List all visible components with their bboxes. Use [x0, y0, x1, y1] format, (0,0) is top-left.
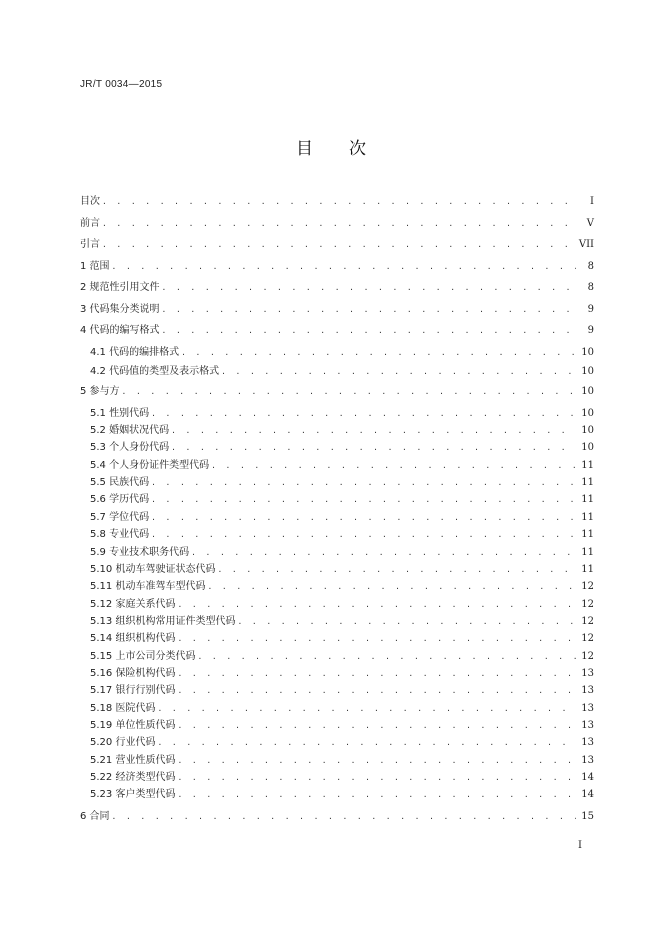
toc-leader-dots	[181, 346, 576, 360]
toc-entry[interactable]	[80, 281, 594, 295]
toc-entry-label: 5 参与方	[80, 386, 120, 397]
toc-entry-page: 13	[581, 755, 594, 766]
toc-leader-dots	[177, 684, 576, 698]
toc-leader-dots	[217, 563, 576, 577]
toc-entry-page: I	[590, 196, 594, 207]
toc-entry[interactable]	[90, 598, 594, 612]
toc-entry-label: 3 代码集分类说明	[80, 304, 160, 315]
toc-entry-label: 5.5 民族代码	[90, 477, 150, 488]
toc-entry[interactable]	[90, 476, 594, 490]
toc-leader-dots	[102, 217, 576, 231]
toc-entry[interactable]	[90, 546, 594, 560]
toc-entry-page: 10	[581, 366, 594, 377]
toc-entry[interactable]	[90, 702, 594, 716]
toc-entry-page: 11	[581, 512, 594, 523]
toc-leader-dots	[191, 546, 576, 560]
toc-entry-label: 5.3 个人身份代码	[90, 442, 170, 453]
toc-entry-label: 5.2 婚姻状况代码	[90, 425, 170, 436]
toc-leader-dots	[177, 719, 576, 733]
toc-entry[interactable]	[90, 736, 594, 750]
toc-leader-dots	[112, 260, 576, 274]
toc-entry-label: 5.20 行业代码	[90, 737, 156, 748]
toc-entry-label: 5.16 保险机构代码	[90, 668, 176, 679]
toc-entry[interactable]	[90, 632, 594, 646]
toc-entry[interactable]	[90, 365, 594, 379]
toc-entry-label: 5.1 性别代码	[90, 408, 150, 419]
toc-leader-dots	[157, 736, 576, 750]
toc-entry-page: 11	[581, 494, 594, 505]
toc-entry-label: 5.9 专业技术职务代码	[90, 547, 190, 558]
toc-entry[interactable]	[80, 810, 594, 824]
toc-entry-page: 10	[581, 442, 594, 453]
toc-entry-label: 5.7 学位代码	[90, 512, 150, 523]
toc-entry-page: 12	[581, 599, 594, 610]
toc-entry[interactable]	[90, 493, 594, 507]
toc-entry-label: 5.6 学历代码	[90, 494, 150, 505]
toc-leader-dots	[151, 493, 576, 507]
toc-leader-dots	[162, 303, 576, 317]
toc-entry-page: 13	[581, 737, 594, 748]
toc-entry-page: 13	[581, 720, 594, 731]
toc-entry-page: 11	[581, 529, 594, 540]
toc-leader-dots	[112, 810, 576, 824]
toc-entry-label: 5.8 专业代码	[90, 529, 150, 540]
toc-entry[interactable]	[80, 260, 594, 274]
toc-entry-label: 5.4 个人身份证件类型代码	[90, 460, 210, 471]
toc-entry-label: 目次	[80, 196, 100, 207]
toc-leader-dots	[151, 476, 576, 490]
toc-leader-dots	[177, 598, 576, 612]
toc-entry-page: 10	[581, 408, 594, 419]
toc-entry[interactable]	[80, 195, 594, 209]
toc-leader-dots	[151, 511, 576, 525]
toc-entry[interactable]	[90, 719, 594, 733]
toc-entry-page: 14	[581, 789, 594, 800]
toc-entry-label: 5.14 组织机构代码	[90, 633, 176, 644]
toc-leader-dots	[171, 424, 576, 438]
toc-entry-page: 15	[581, 811, 594, 822]
toc-entry-page: 11	[581, 547, 594, 558]
toc-entry-page: 10	[581, 425, 594, 436]
toc-entry-page: 12	[581, 616, 594, 627]
toc-entry-page: 14	[581, 772, 594, 783]
toc-entry-label: 前言	[80, 218, 100, 229]
toc-entry[interactable]	[90, 511, 594, 525]
toc-entry-page: 12	[581, 581, 594, 592]
toc-entry-page: 13	[581, 685, 594, 696]
toc-entry-page: VII	[578, 239, 594, 250]
toc-leader-dots	[151, 528, 576, 542]
toc-leader-dots	[102, 195, 576, 209]
toc-entry[interactable]	[90, 684, 594, 698]
footer-page-number: I	[578, 840, 582, 851]
toc-leader-dots	[207, 580, 576, 594]
toc-entry-label: 5.15 上市公司分类代码	[90, 651, 196, 662]
toc-entry[interactable]	[90, 346, 594, 360]
toc-entry-label: 5.18 医院代码	[90, 703, 156, 714]
toc-leader-dots	[162, 281, 576, 295]
toc-entry[interactable]	[90, 459, 594, 473]
toc-entry[interactable]	[90, 771, 594, 785]
toc-leader-dots	[157, 702, 576, 716]
toc-entry-page: 11	[581, 564, 594, 575]
toc-entry[interactable]	[90, 407, 594, 421]
toc-leader-dots	[177, 771, 576, 785]
toc-entry-label: 5.10 机动车驾驶证状态代码	[90, 564, 216, 575]
toc-entry-label: 5.12 家庭关系代码	[90, 599, 176, 610]
toc-entry[interactable]	[80, 324, 594, 338]
toc-entry-label: 5.22 经济类型代码	[90, 772, 176, 783]
toc-entry-page: 8	[587, 282, 594, 293]
toc-entry-page: 13	[581, 668, 594, 679]
toc-entry[interactable]	[90, 650, 594, 664]
toc-entry-page: 10	[581, 386, 594, 397]
toc-entry-label: 6 合同	[80, 811, 110, 822]
toc-entry-page: 9	[587, 325, 594, 336]
toc-entry-label: 4.2 代码值的类型及表示格式	[90, 366, 220, 377]
toc-entry[interactable]	[80, 303, 594, 317]
toc-entry[interactable]	[90, 563, 594, 577]
toc-entry-page: 12	[581, 633, 594, 644]
toc-entry-page: V	[586, 218, 594, 229]
toc-entry[interactable]	[90, 754, 594, 768]
toc-leader-dots	[151, 407, 576, 421]
toc-entry-page: 12	[581, 651, 594, 662]
toc-entry-label: 1 范围	[80, 261, 110, 272]
toc-leader-dots	[237, 615, 576, 629]
toc-leader-dots	[177, 754, 576, 768]
toc-entry-page: 8	[587, 261, 594, 272]
toc-leader-dots	[177, 632, 576, 646]
toc-leader-dots	[211, 459, 576, 473]
toc-entry-label: 5.23 客户类型代码	[90, 789, 176, 800]
toc-entry-label: 2 规范性引用文件	[80, 282, 160, 293]
toc-entry[interactable]	[90, 788, 594, 802]
toc-entry-label: 5.13 组织机构常用证件类型代码	[90, 616, 236, 627]
toc-entry-label: 4 代码的编写格式	[80, 325, 160, 336]
toc-leader-dots	[177, 788, 576, 802]
page-title: 目次	[296, 139, 402, 159]
toc-entry[interactable]	[90, 441, 594, 455]
toc-entry-page: 10	[581, 347, 594, 358]
toc-leader-dots	[162, 324, 576, 338]
toc-leader-dots	[171, 441, 576, 455]
toc-entry-label: 4.1 代码的编排格式	[90, 347, 180, 358]
toc-entry[interactable]	[90, 528, 594, 542]
toc-entry-page: 11	[581, 460, 594, 471]
toc-entry[interactable]	[80, 217, 594, 231]
toc-entry[interactable]	[80, 238, 594, 252]
toc-entry-page: 11	[581, 477, 594, 488]
toc-entry-label: 5.17 银行行别代码	[90, 685, 176, 696]
toc-entry[interactable]	[90, 580, 594, 594]
document-id: JR/T 0034—2015	[80, 79, 163, 90]
toc-entry-label: 5.11 机动车准驾车型代码	[90, 581, 206, 592]
toc-entry-page: 13	[581, 703, 594, 714]
toc-entry-label: 5.21 营业性质代码	[90, 755, 176, 766]
toc-leader-dots	[122, 385, 576, 399]
toc-entry[interactable]	[90, 667, 594, 681]
toc-entry[interactable]	[90, 424, 594, 438]
toc-entry-page: 9	[587, 304, 594, 315]
toc-leader-dots	[102, 238, 575, 252]
toc-leader-dots	[177, 667, 576, 681]
toc-entry[interactable]	[80, 385, 594, 399]
toc-entry[interactable]	[90, 615, 594, 629]
toc-entry-label: 引言	[80, 239, 100, 250]
toc-entry-label: 5.19 单位性质代码	[90, 720, 176, 731]
toc-leader-dots	[221, 365, 576, 379]
toc-leader-dots	[197, 650, 576, 664]
